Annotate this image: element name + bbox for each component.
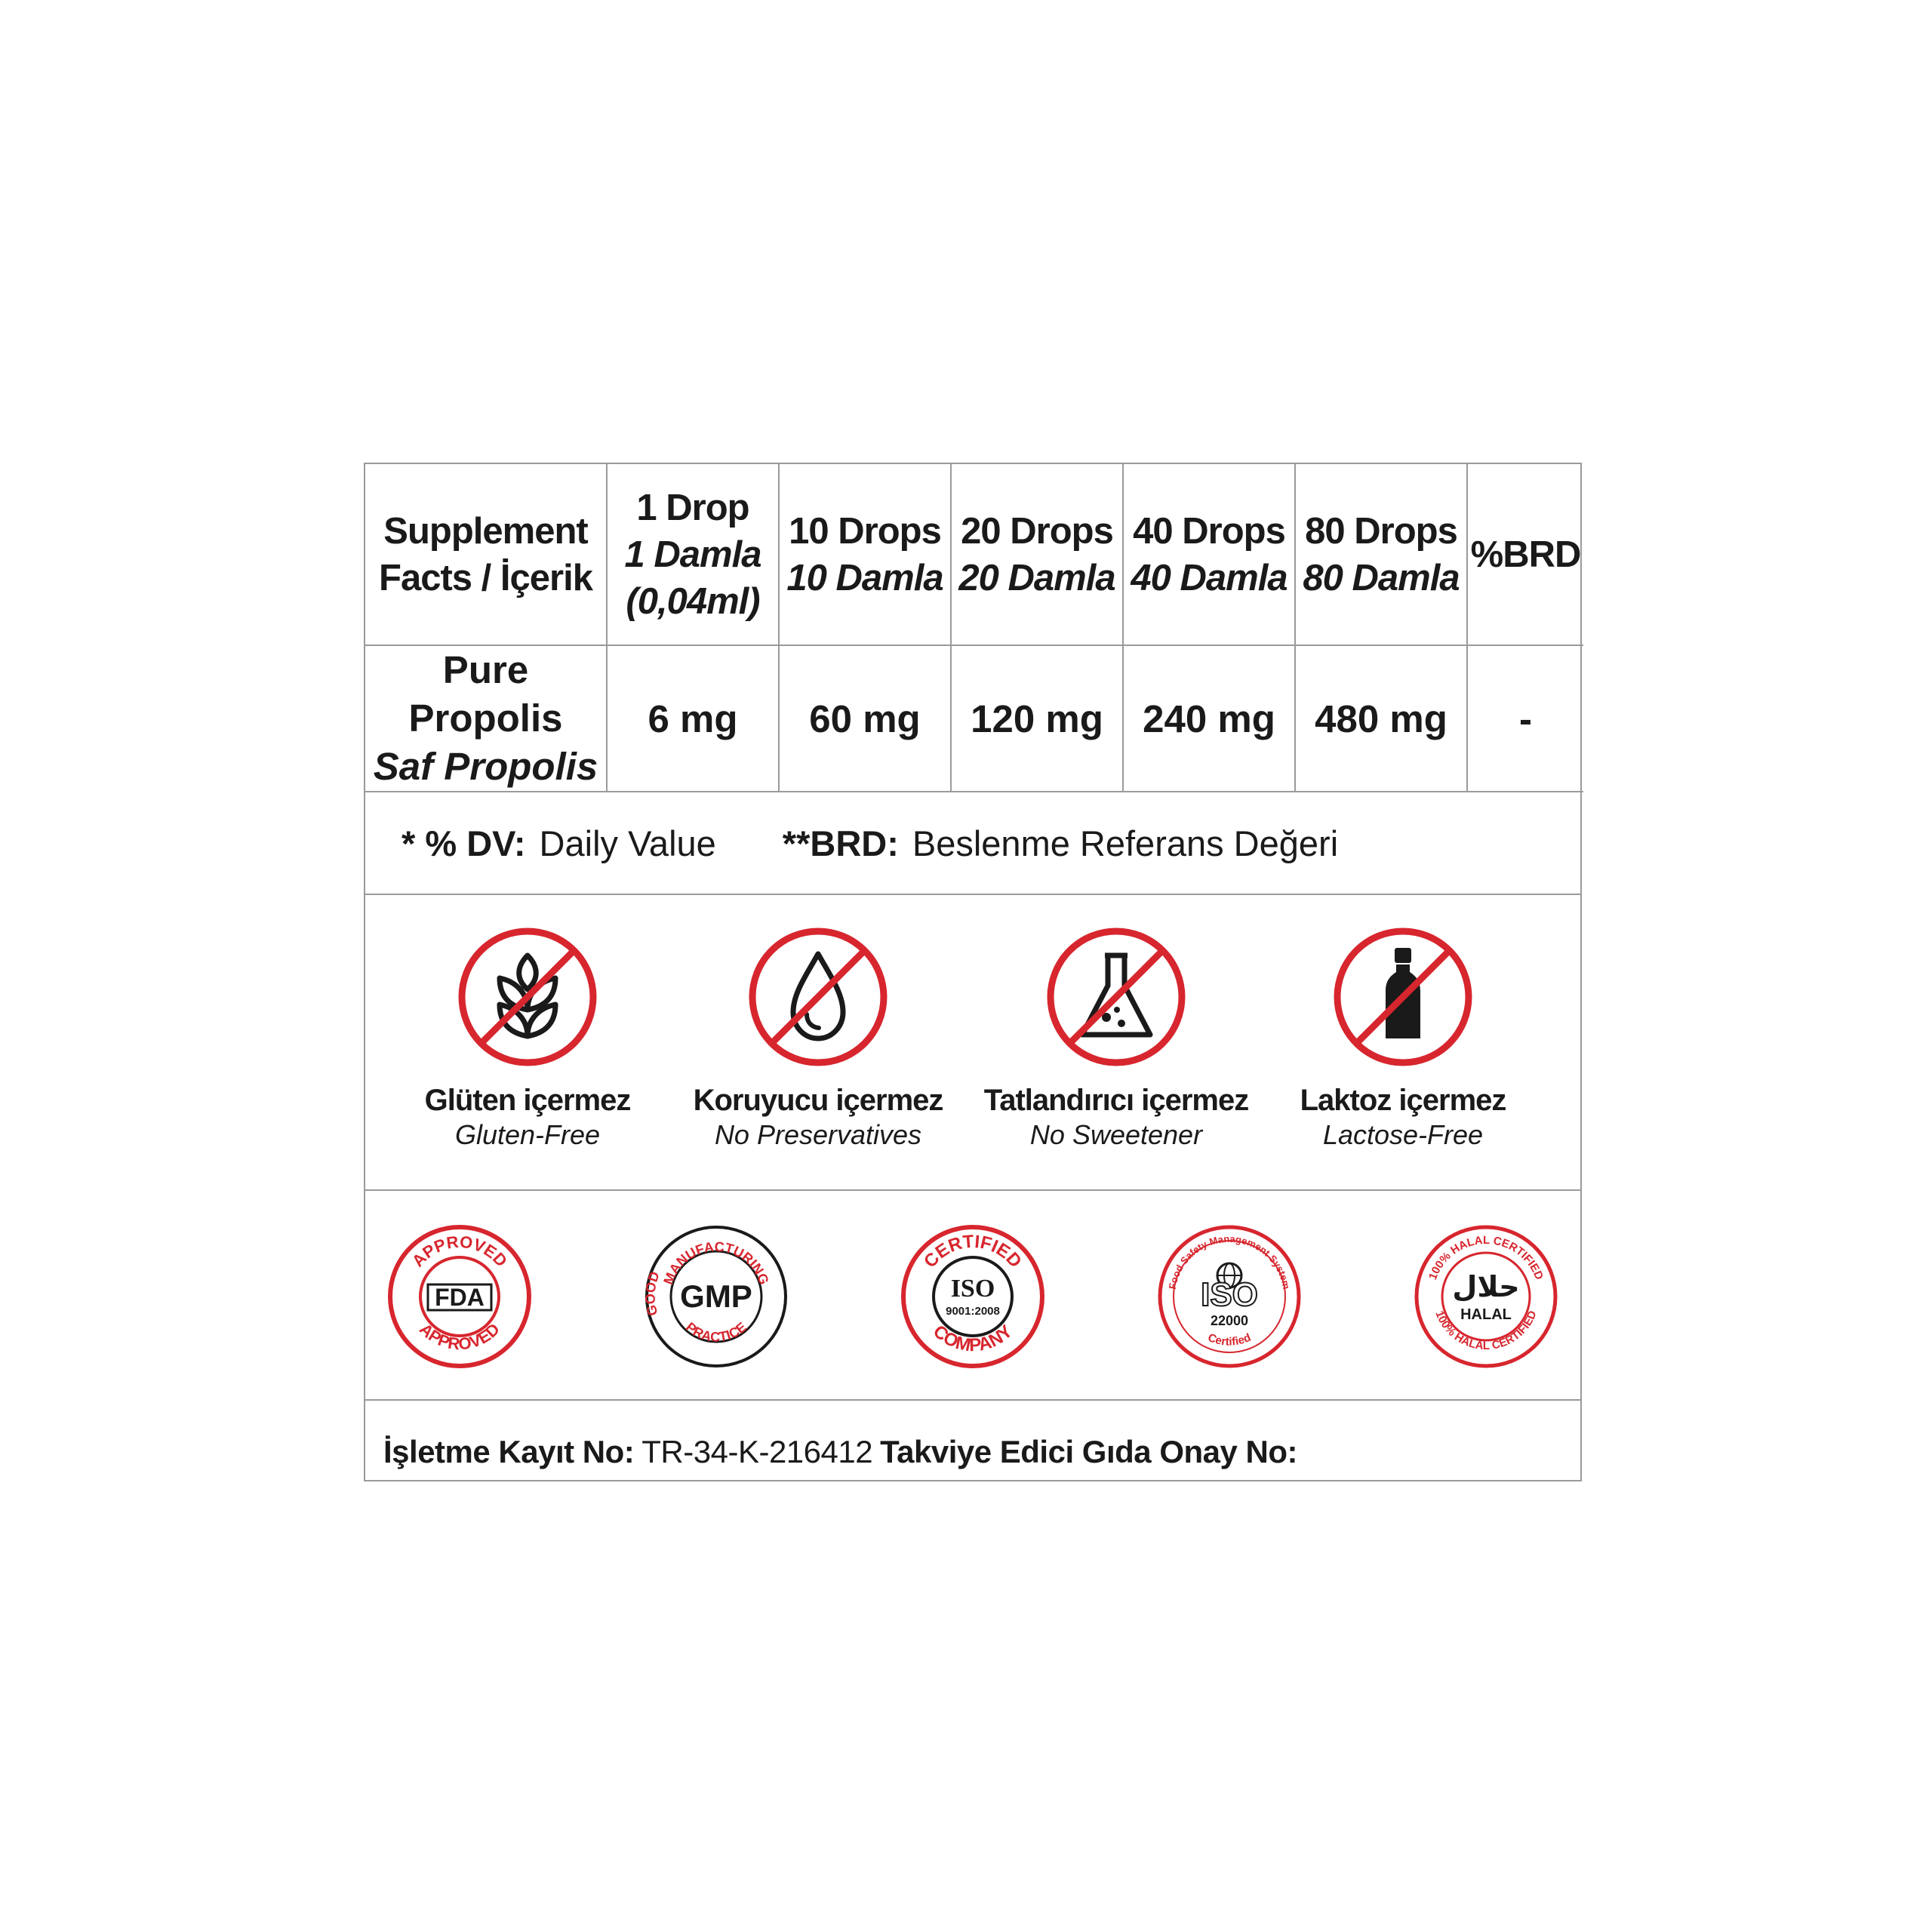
no-flask-icon (1044, 925, 1188, 1069)
value-brd: - (1467, 645, 1583, 792)
gluten-free-tr: Glüten içermez (424, 1084, 631, 1117)
certifications-section (365, 1191, 1580, 1401)
table-row (365, 645, 1583, 792)
value-80-drops: 480 mg (1295, 645, 1467, 792)
svg-text:Certified: Certified (1206, 1331, 1253, 1349)
value-40-drops: 240 mg (1123, 645, 1295, 792)
gluten-free-en: Gluten-Free (454, 1119, 601, 1150)
no-drop-icon (746, 925, 890, 1069)
svg-text:PRACTICE: PRACTICE (682, 1319, 750, 1345)
halal-seal (1411, 1221, 1561, 1372)
header-col-80-drops: 80 Drops 80 Damla (1295, 464, 1467, 645)
value-10-drops: 60 mg (779, 645, 951, 792)
gmp-seal (641, 1221, 792, 1372)
iso-9001-seal (897, 1221, 1048, 1372)
dv-value: Daily Value (539, 823, 716, 863)
header-col-1-drop: 1 Drop 1 Damla (0,04ml) (607, 464, 779, 645)
dv-key: * % DV: (401, 823, 526, 863)
svg-text:100% HALAL CERTIFIED: 100% HALAL CERTIFIED (1432, 1309, 1540, 1353)
svg-text:100% HALAL CERTIFIED: 100% HALAL CERTIFIED (1426, 1233, 1546, 1282)
header-col-10-drops: 10 Drops 10 Damla (779, 464, 951, 645)
sweetener-free-en: No Sweetener (1029, 1119, 1203, 1150)
header-col-40-drops: 40 Drops 40 Damla (1123, 464, 1295, 645)
svg-text:MANUFACTURING: MANUFACTURING (660, 1238, 772, 1287)
lactose-free-tr: Laktoz içermez (1300, 1084, 1506, 1117)
no-bottle-icon (1331, 925, 1475, 1069)
brd-value: Beslenme Referans Değeri (912, 823, 1339, 863)
svg-text:APPROVED: APPROVED (416, 1319, 503, 1354)
iso-22000-seal (1154, 1221, 1305, 1372)
svg-text:HALAL: HALAL (1460, 1306, 1512, 1323)
svg-text:ISO: ISO (950, 1275, 995, 1303)
free-from-sweetener (980, 925, 1252, 1151)
preservatives-free-en: No Preservatives (714, 1119, 922, 1150)
svg-text:GMP: GMP (680, 1278, 752, 1314)
svg-text:FDA: FDA (435, 1284, 485, 1311)
svg-text:22000: 22000 (1210, 1313, 1249, 1328)
supplement-facts-table (365, 464, 1583, 792)
header-col-brd: %BRD (1467, 464, 1583, 645)
registration-footer (365, 1401, 1580, 1503)
svg-text:ISO: ISO (1201, 1276, 1258, 1313)
svg-text:CERTIFIED: CERTIFIED (920, 1231, 1026, 1272)
supplement-facts-panel (364, 463, 1582, 1481)
sweetener-free-tr: Tatlandırıcı içermez (983, 1084, 1249, 1117)
header-col-20-drops: 20 Drops 20 Damla (951, 464, 1123, 645)
value-20-drops: 120 mg (951, 645, 1123, 792)
free-from-section (365, 895, 1580, 1191)
no-wheat-icon (456, 925, 599, 1069)
free-from-preservatives (682, 925, 954, 1151)
free-from-gluten (418, 925, 637, 1151)
preservatives-free-tr: Koruyucu içermez (693, 1084, 943, 1117)
svg-text:APPROVED: APPROVED (408, 1232, 512, 1271)
svg-text:حلال: حلال (1452, 1270, 1520, 1303)
value-1-drop: 6 mg (607, 645, 779, 792)
svg-text:COMPANY: COMPANY (929, 1321, 1017, 1356)
header-title: Supplement Facts / İçerik (365, 464, 607, 645)
registration-label: İşletme Kayıt No: (383, 1434, 635, 1469)
svg-text:Food Safety Management System: Food Safety Management System (1166, 1232, 1293, 1291)
ingredient-name: Pure Propolis Saf Propolis (365, 645, 607, 792)
fda-approved-seal (384, 1221, 535, 1372)
legend-row (365, 792, 1580, 895)
table-header-row (365, 464, 1583, 645)
lactose-free-en: Lactose-Free (1322, 1119, 1484, 1150)
svg-text:9001:2008: 9001:2008 (946, 1305, 1000, 1318)
brd-key: **BRD: (782, 823, 899, 863)
registration-number: TR-34-K-216412 (641, 1434, 873, 1469)
approval-label: Takviye Edici Gıda Onay No: (880, 1434, 1297, 1469)
svg-text:GOOD: GOOD (642, 1269, 663, 1318)
free-from-lactose (1290, 925, 1516, 1151)
